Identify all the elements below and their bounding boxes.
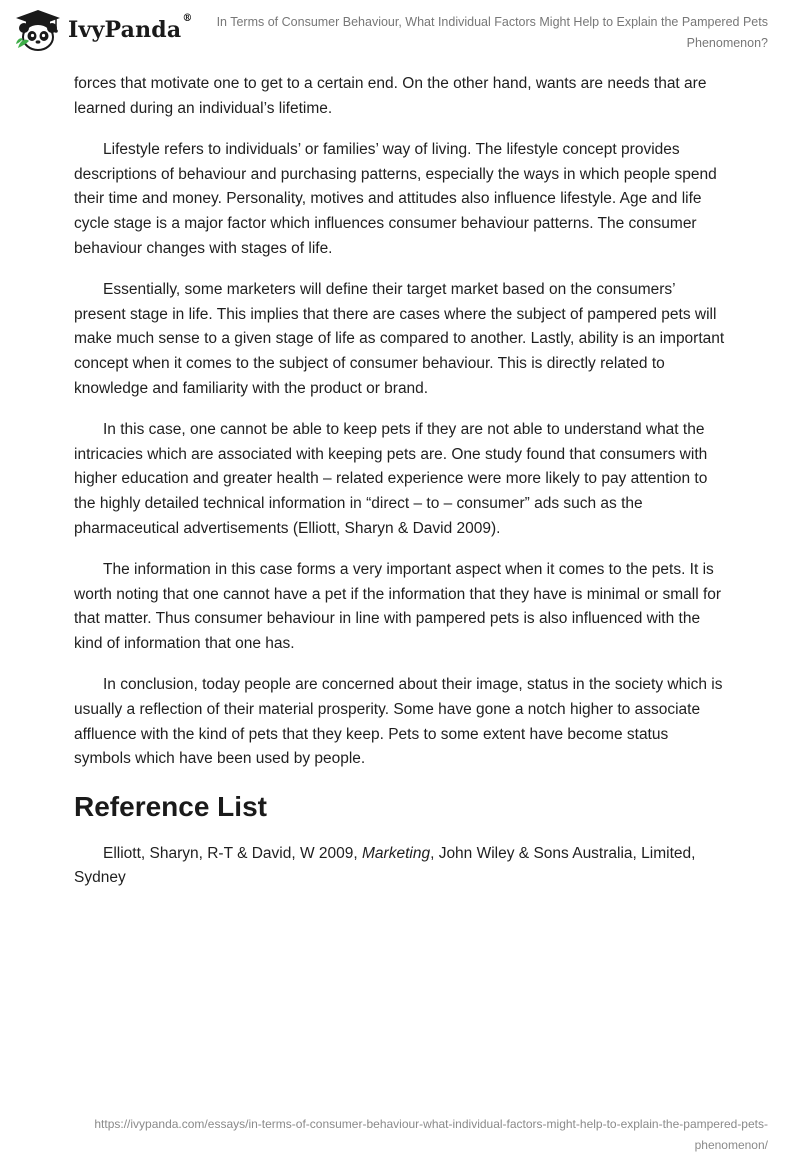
body-paragraph: Essentially, some marketers will define their target market based on the consumers’ present stage in life. This implies that there are cases where the subject of pampered pets will make much sense to a given stage of life as compared to another. Lastly, ability is an important concept when it comes to the subject of consumer behaviour. This is directly related to knowledge and familiarity with the product or brand. — [74, 281, 725, 397]
body-paragraph: forces that motivate one to get to a certain end. On the other hand, wants are needs that are learned during an individual’s lifetime. — [74, 75, 707, 117]
reference-publisher: , John Wiley & Sons Australia, Limited, Sydney — [74, 844, 696, 887]
reference-authors: Elliott, Sharyn, R-T & David, W 2009, — [103, 844, 363, 862]
document-title: In Terms of Consumer Behaviour, What Individual Factors Might Help to Explain the Pampered Pets Phenomenon? — [216, 15, 768, 50]
body-paragraph: The information in this case forms a very important aspect when it comes to the pets. It is worth noting that one cannot have a pet if the information that they have is minimal or small for that matter. Thus consumer behaviour in line with pampered pets is also influenced with the kind of information that one has. — [74, 561, 722, 652]
brand-name: IvyPanda® — [68, 13, 193, 43]
essay-body — [74, 72, 729, 908]
source-url[interactable]: https://ivypanda.com/essays/in-terms-of-consumer-behaviour-what-individual-factors-might-help-to-explain-the-pampered-pets-phenomenon/ — [94, 1117, 768, 1152]
page-header — [0, 0, 800, 60]
reference-title: Marketing — [362, 844, 431, 862]
ivypanda-logo[interactable] — [14, 8, 193, 52]
body-paragraph: In this case, one cannot be able to keep pets if they are not able to understand what the intricacies which are associated with keeping pets are. One study found that consumers with higher education and greater health – related experience were more likely to pay attention to the highly detailed technical information in “direct – to – consumer” ads such as the pharmaceutical advertisements (Elliott, Sharyn & David 2009). — [74, 421, 708, 537]
body-paragraph: In conclusion, today people are concerned about their image, status in the society which is usually a reflection of their material prosperity. Some have gone a notch higher to associate affluence with the kind of pets that they keep. Pets to some extent have become status symbols which have been used by people. — [74, 676, 723, 768]
registered-mark: ® — [182, 13, 193, 24]
reference-list-heading: Reference List — [74, 790, 267, 822]
reference-entry — [74, 842, 729, 891]
body-paragraph: Lifestyle refers to individuals’ or families’ way of living. The lifestyle concept provides descriptions of behaviour and purchasing patterns, especially the ways in which people spend their time and money. Personality, motives and attitudes also influence lifestyle. Age and life cycle stage is a major factor which influences consumer behaviour patterns. The consumer behaviour changes with stages of life. — [74, 141, 717, 257]
panda-graduation-icon — [14, 8, 62, 52]
